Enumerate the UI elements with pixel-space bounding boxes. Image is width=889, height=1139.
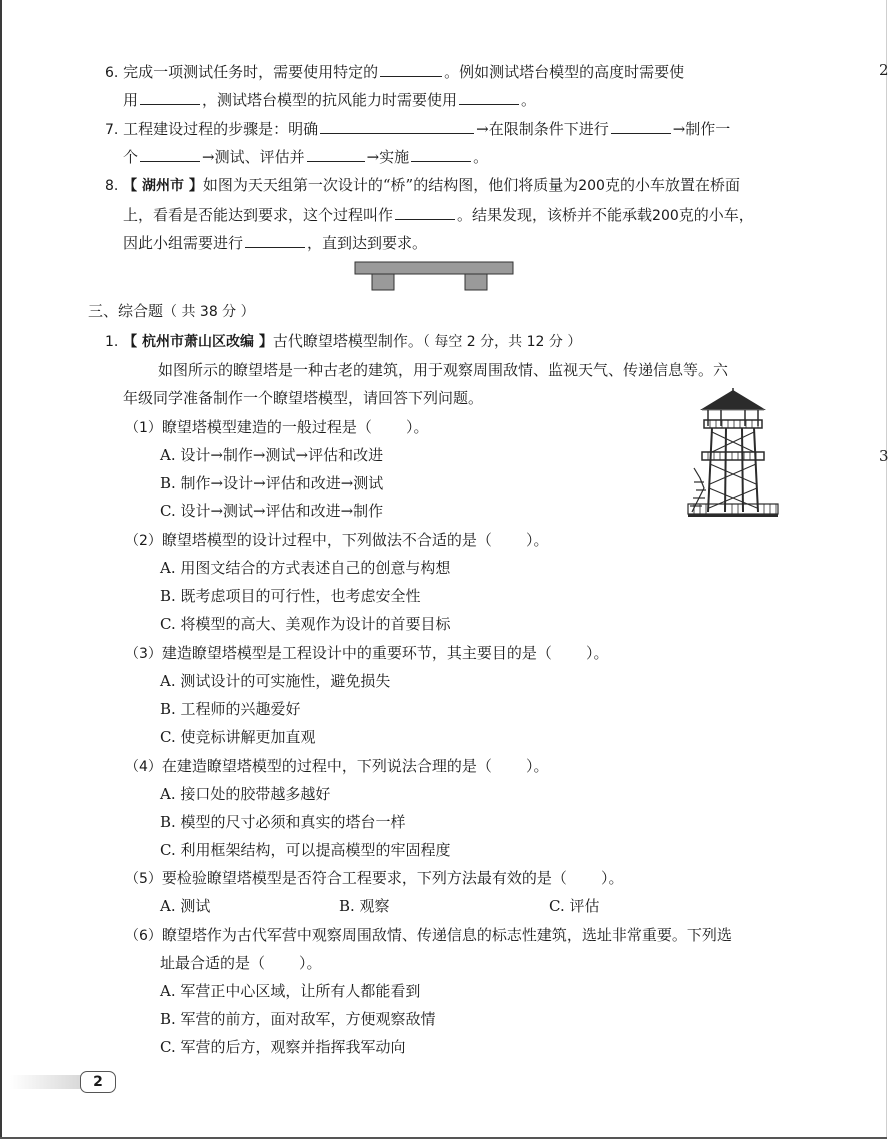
subq-3	[125, 643, 608, 664]
subq-4-option-c: C. 利用框架结构，可以提高模型的牢固程度	[160, 841, 451, 859]
problem1-number: 1.	[105, 334, 119, 350]
subq-6-end: ）。	[299, 954, 322, 972]
watchtower-image	[688, 388, 778, 518]
q6-blank-3[interactable]	[459, 89, 519, 105]
q6-line2	[123, 89, 536, 110]
subq-1	[125, 417, 428, 438]
problem1-title: 古代瞭望塔模型制作。	[272, 332, 423, 350]
subq-4	[125, 756, 548, 777]
q7-blank-1[interactable]	[320, 118, 474, 134]
q7-text: 。	[473, 148, 489, 166]
subq-5	[125, 868, 623, 889]
margin-digit-middle: 3	[879, 447, 889, 465]
subq-3-option-a: A. 测试设计的可实施性，避免损失	[160, 672, 391, 690]
q6-text: ，测试塔台模型的抗风能力时需要使用	[202, 91, 458, 109]
subq-5-end: ）。	[600, 869, 624, 887]
bridge-diagram	[354, 261, 516, 293]
subq-6-text: 瞭望塔作为古代军营中观察周围敌情、传递信息的标志性建筑，选址非常重要。下列选	[161, 926, 732, 944]
q8-line1	[105, 175, 740, 196]
subq-5-option-a: A. 测试	[160, 897, 211, 915]
subq-3-end: ）。	[585, 644, 609, 662]
q6-blank-1[interactable]	[380, 61, 442, 77]
subq-2-label: （2）	[125, 533, 162, 549]
subq-4-option-a: A. 接口处的胶带越多越好	[160, 785, 331, 803]
q6-text: 完成一项测试任务时，需要使用特定的	[123, 63, 379, 81]
q7-text: 个	[123, 148, 139, 166]
subq-2-option-c: C. 将模型的高大、美观作为设计的首要目标	[160, 615, 451, 633]
section-score: （ 共 38 分 ）	[163, 304, 255, 320]
q8-blank-1[interactable]	[395, 204, 455, 220]
q8-number: 8.	[105, 178, 119, 194]
q7-blank-5[interactable]	[411, 146, 471, 162]
q7-line2	[123, 146, 488, 167]
q8-weight: 200	[652, 208, 679, 224]
page-edge	[0, 0, 2, 1139]
subq-4-option-b: B. 模型的尺寸必须和真实的塔台一样	[160, 813, 406, 831]
q8-line3	[123, 232, 427, 253]
subq-5-text: 要检验瞭望塔模型是否符合工程要求，下列方法最有效的是（	[161, 869, 567, 887]
tower-top-railing	[704, 420, 762, 428]
bridge-deck	[355, 262, 513, 274]
q8-text: ，直到达到要求。	[307, 234, 428, 252]
problem1-header	[105, 331, 581, 352]
q8-text: 因此小组需要进行	[123, 234, 244, 252]
page-number: 2	[80, 1071, 116, 1093]
q8-region-tag: 【 湖州市 】	[123, 178, 203, 194]
q6-blank-2[interactable]	[140, 89, 200, 105]
q8-blank-2[interactable]	[245, 232, 305, 248]
subq-3-option-c: C. 使竞标讲解更加直观	[160, 728, 316, 746]
page-edge-right	[886, 0, 887, 1139]
q8-line2	[123, 204, 754, 226]
subq-6-label: （6）	[125, 928, 162, 944]
subq-1-option-b: B. 制作→设计→评估和改进→测试	[160, 474, 384, 492]
q8-text: 如图为天天组第一次设计的“桥”的结构图，他们将质量为	[202, 176, 579, 194]
q7-blank-2[interactable]	[611, 118, 671, 134]
subq-2-end: ）。	[525, 531, 549, 549]
q7-text: 工程建设过程的步骤是：明确	[123, 120, 319, 138]
q8-text: 克的小车，	[678, 206, 754, 224]
subq-4-text: 在建造瞭望塔模型的过程中，下列说法合理的是（	[161, 757, 492, 775]
subq-2-option-a: A. 用图文结合的方式表述自己的创意与构想	[160, 559, 451, 577]
margin-digit-top: 2	[879, 61, 889, 79]
q7-blank-4[interactable]	[307, 146, 365, 162]
q8-text: 上，看看是否能达到要求，这个过程叫作	[123, 206, 394, 224]
subq-2-option-b: B. 既考虑项目的可行性，也考虑安全性	[160, 587, 421, 605]
subq-5-label: （5）	[125, 871, 162, 887]
bridge-pier-left	[372, 274, 394, 290]
q7-line1	[105, 118, 730, 140]
section-heading	[88, 301, 255, 322]
q6-line1	[105, 61, 684, 83]
subq-1-option-a: A. 设计→制作→测试→评估和改进	[160, 446, 384, 464]
subq-4-end: ）。	[525, 757, 549, 775]
q6-text: 用	[123, 91, 139, 109]
q8-text: 。结果发现，该桥并不能承载	[457, 206, 653, 224]
subq-6-text: 址最合适的是（	[160, 954, 266, 972]
q6-text: 。	[521, 91, 537, 109]
subq-2-text: 瞭望塔模型的设计过程中，下列做法不合适的是（	[161, 531, 492, 549]
subq-6-option-c: C. 军营的后方，观察并指挥我军动向	[160, 1038, 406, 1056]
q8-text: 克的小车放置在桥面	[604, 176, 740, 194]
subq-6	[125, 925, 732, 946]
q6-number: 6.	[105, 65, 119, 81]
subq-1-label: （1）	[125, 420, 162, 436]
subq-1-text: 瞭望塔模型建造的一般过程是（	[161, 418, 372, 436]
q7-blank-3[interactable]	[140, 146, 200, 162]
subq-1-end: ）。	[405, 418, 429, 436]
problem1-intro: 如图所示的瞭望塔是一种古老的建筑，用于观察周围敌情、监视天气、传递信息等。六	[158, 361, 729, 379]
q7-text: →制作一	[672, 120, 731, 138]
subq-5-option-c: C. 评估	[549, 897, 600, 915]
page-number-ribbon	[10, 1075, 82, 1089]
q7-text: →实施	[366, 148, 410, 166]
subq-1-option-c: C. 设计→测试→评估和改进→制作	[160, 502, 384, 520]
subq-6-option-a: A. 军营正中心区域，让所有人都能看到	[160, 982, 421, 1000]
subq-3-option-b: B. 工程师的兴趣爱好	[160, 700, 301, 718]
problem1-intro: 年级同学准备制作一个瞭望塔模型，请回答下列问题。	[123, 389, 484, 407]
problem1-region-tag: 【 杭州市萧山区改编 】	[123, 334, 273, 350]
subq-4-label: （4）	[125, 759, 162, 775]
bridge-pier-right	[465, 274, 487, 290]
q7-number: 7.	[105, 122, 119, 138]
subq-5-option-b: B. 观察	[339, 897, 390, 915]
q6-text: 。例如测试塔台模型的高度时需要使	[444, 63, 685, 81]
q7-text: →测试、评估并	[202, 148, 305, 166]
subq-3-label: （3）	[125, 646, 162, 662]
problem1-score: （ 每空 2 分，共 12 分 ）	[422, 334, 582, 350]
section-title: 三、综合题	[88, 302, 164, 320]
subq-2	[125, 530, 548, 551]
tower-roof	[700, 390, 766, 410]
subq-3-text: 建造瞭望塔模型是工程设计中的重要环节，其主要目的是（	[161, 644, 552, 662]
subq-6-option-b: B. 军营的前方，面对敌军，方便观察敌情	[160, 1010, 436, 1028]
q8-weight: 200	[578, 178, 605, 194]
q7-text: →在限制条件下进行	[476, 120, 609, 138]
subq-6-line2	[160, 953, 322, 973]
